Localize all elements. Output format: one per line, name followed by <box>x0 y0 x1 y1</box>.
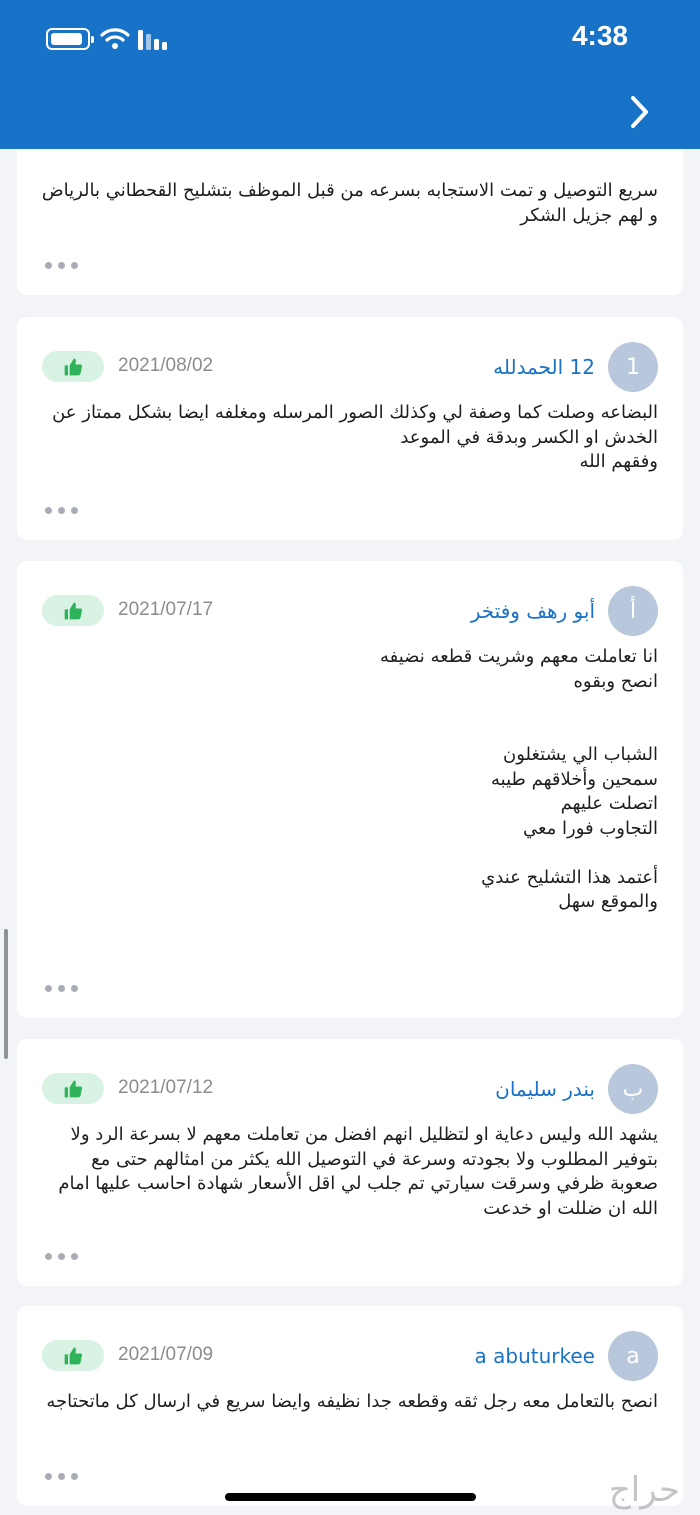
review-text: سريع التوصيل و تمت الاستجابه بسرعه من قبل الموظف بتشليح القحطاني بالرياض و لهم جزيل الشكر <box>41 180 658 226</box>
review-author[interactable]: أبو رهف وفتخر <box>470 599 595 623</box>
wifi-icon <box>100 26 130 50</box>
scrollbar[interactable] <box>4 929 8 1059</box>
review-date: 2021/07/17 <box>118 599 214 620</box>
thumbs-up-icon <box>63 357 83 377</box>
reviews-list[interactable] <box>0 149 700 1515</box>
review-text: انا تعاملت معهم وشريت قطعه نضيفه انصح وبقوه الشباب الي يشتغلون سمحين وأخلاقهم طيبه اتصلت عليهم التجاوب فورا معي أعتمد هذا التشليح عندي والموقع سهل <box>379 646 658 912</box>
more-options-icon[interactable] <box>45 985 85 993</box>
review-author[interactable]: بندر سليمان <box>495 1077 595 1101</box>
status-time: 4:38 <box>571 20 628 51</box>
thumbs-up-icon <box>63 1346 83 1366</box>
review-card <box>17 1306 683 1506</box>
review-card <box>17 561 683 1018</box>
thumbs-up-icon <box>63 1079 83 1099</box>
review-text: البضاعه وصلت كما وصفة لي وكذلك الصور المرسله ومغلفه ايضا بشكل ممتاز عن الخدش او الكسر وبدقة في الموعد وفقهم الله <box>52 402 658 472</box>
review-card <box>17 1039 683 1286</box>
review-author[interactable]: 12 الحمدلله <box>493 355 595 379</box>
avatar: 1 <box>608 342 658 392</box>
like-badge[interactable] <box>42 1340 104 1371</box>
avatar: ب <box>608 1064 658 1114</box>
avatar: أ <box>608 586 658 636</box>
review-author[interactable]: a abuturkee <box>474 1344 595 1368</box>
battery-icon <box>46 28 90 50</box>
more-options-icon[interactable] <box>45 507 85 515</box>
review-date: 2021/07/12 <box>118 1077 214 1098</box>
signal-icon <box>138 30 172 52</box>
chevron-right-icon[interactable] <box>630 94 650 130</box>
thumbs-up-icon <box>63 601 83 621</box>
review-date: 2021/08/02 <box>118 355 214 376</box>
like-badge[interactable] <box>42 1073 104 1104</box>
review-text: يشهد الله وليس دعاية او لتظليل انهم افضل من تعاملت معهم لا بسرعة الرد ولا بتوفير المطلوب ولا بجودته وسرعة في التوصيل الله يكثر من امثالهم حتى مع صعوبة ظرفي وسرقت سيارتي تم جلب لي اقل الأسعار شهادة احاسب عليها امام الله ان ضللت او خدعت <box>58 1124 658 1219</box>
review-date: 2021/07/09 <box>118 1344 214 1365</box>
watermark-logo: حراج <box>608 1470 680 1510</box>
battery-level <box>51 33 82 45</box>
home-indicator[interactable] <box>225 1493 476 1501</box>
like-badge[interactable] <box>42 351 104 382</box>
app-header <box>0 0 700 149</box>
like-badge[interactable] <box>42 595 104 626</box>
more-options-icon[interactable] <box>45 1473 85 1481</box>
review-text: انصح بالتعامل معه رجل ثقه وقطعه جدا نظيفه وايضا سريع في ارسال كل ماتحتاجه <box>46 1391 658 1412</box>
more-options-icon[interactable] <box>45 1253 85 1261</box>
review-card <box>17 317 683 540</box>
avatar: a <box>608 1331 658 1381</box>
more-options-icon[interactable] <box>45 262 85 270</box>
